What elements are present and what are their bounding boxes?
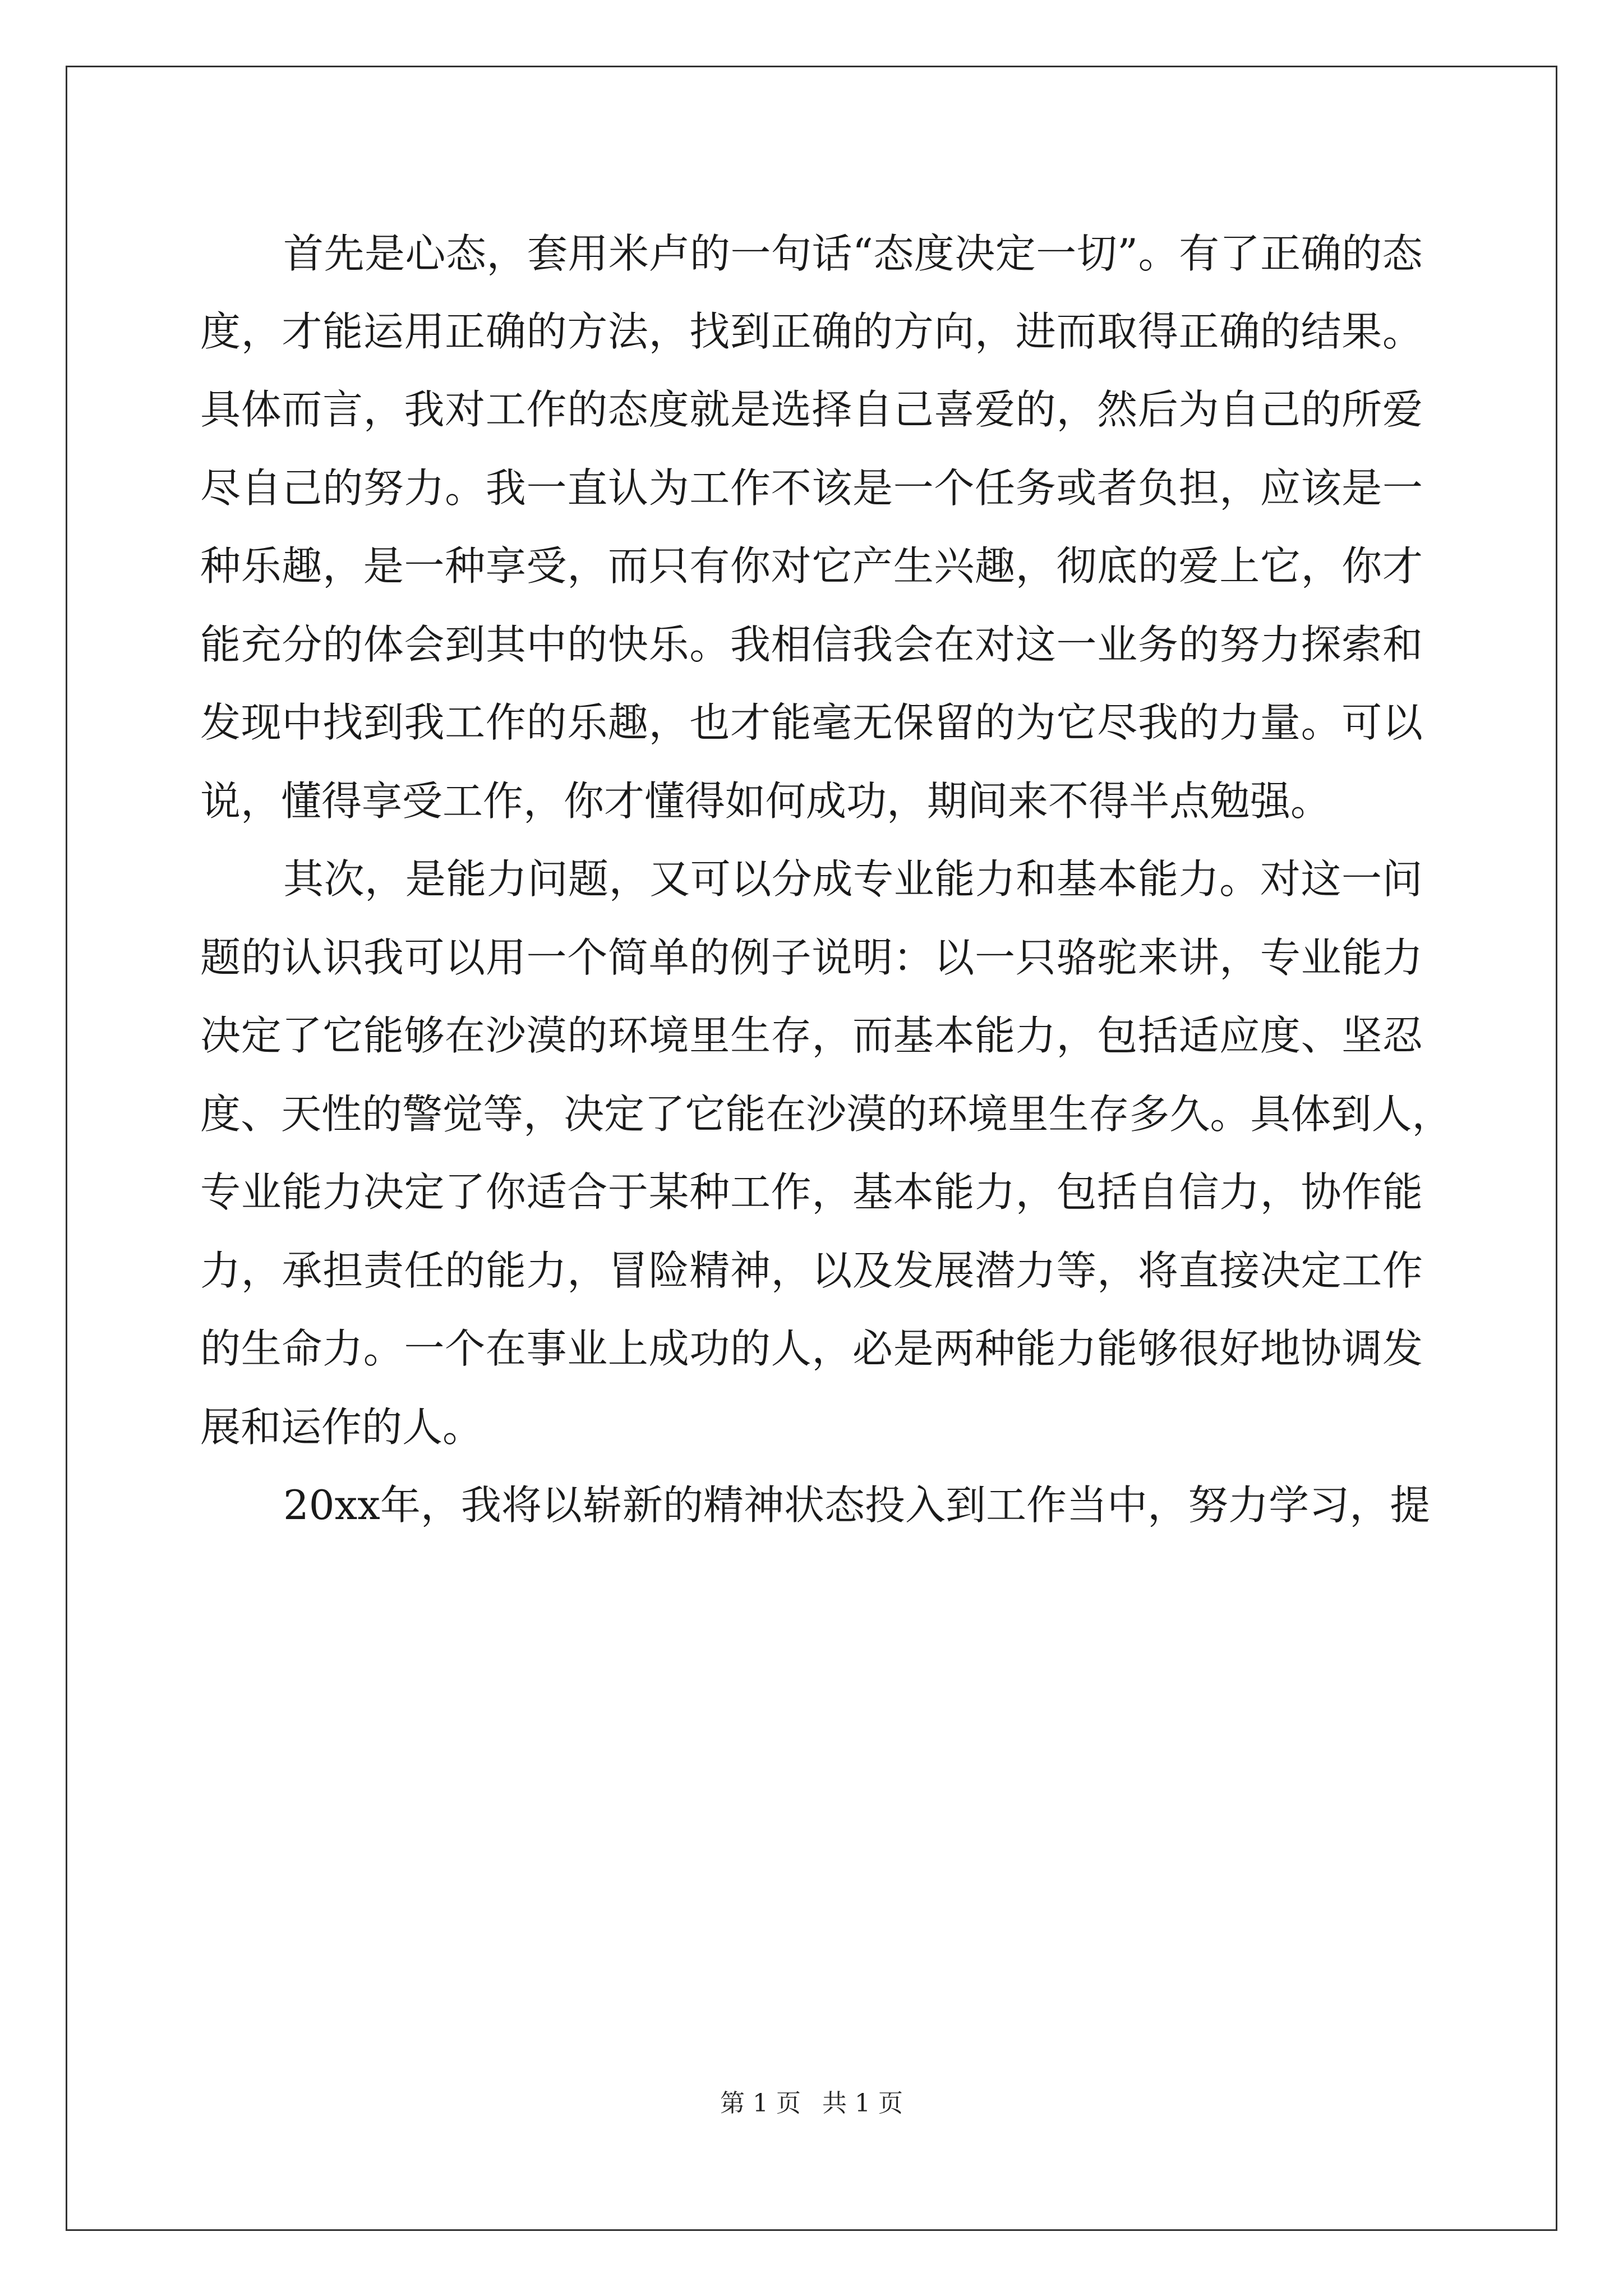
paragraph-1-line-6: 能 充 分 的 体 会 到 其 中 的 快 乐 。 我 相 信 我 会 在 对 这 一 业 务 的 努 力 探 索 和 <box>200 621 1423 668</box>
paragraph-1-line-5: 种 乐 趣 ， 是 一 种 享 受 ， 而 只 有 你 对 它 产 生 兴 趣 ， 彻 底 的 爱 上 它 ， 你 才 <box>200 542 1423 590</box>
paragraph-2-line-7: 的 生 命 力 。 一 个 在 事 业 上 成 功 的 人 ， 必 是 两 种 能 力 能 够 很 好 地 协 调 发 <box>200 1325 1423 1372</box>
page-number-current: 第 1 页 <box>720 2089 801 2118</box>
paragraph-1-line-8: 说，懂得享受工作，你才懂得如何成功，期间来不得半点勉强。 <box>200 777 1331 825</box>
page-footer <box>0 2087 1623 2120</box>
paragraph-2-line-3: 决 定 了 它 能 够 在 沙 漠 的 环 境 里 生 存 ， 而 基 本 能 力 ， 包 括 适 应 度 、 坚 忍 <box>200 1012 1423 1059</box>
paragraph-2-line-4: 度 、 天 性 的 警 觉 等 ， 决 定 了 它 能 在 沙 漠 的 环 境 里 生 存 多 久 。 具 体 到 人 ， <box>200 1091 1453 1138</box>
paragraph-1-line-7: 发 现 中 找 到 我 工 作 的 乐 趣 ， 也 才 能 毫 无 保 留 的 为 它 尽 我 的 力 量 。 可 以 <box>200 699 1423 746</box>
paragraph-2-line-8: 展和运作的人。 <box>200 1404 483 1451</box>
paragraph-2-line-2: 题 的 认 识 我 可 以 用 一 个 简 单 的 例 子 说 明 ： 以 一 只 骆 驼 来 讲 ， 专 业 能 力 <box>200 934 1423 981</box>
page-number-total: 共 1 页 <box>822 2089 903 2118</box>
paragraph-1-line-4: 尽 自 己 的 努 力 。 我 一 直 认 为 工 作 不 该 是 一 个 任 务 或 者 负 担 ， 应 该 是 一 <box>200 464 1423 512</box>
paragraph-1-line-3: 具 体 而 言 ， 我 对 工 作 的 态 度 就 是 选 择 自 己 喜 爱 的 ， 然 后 为 自 己 的 所 爱 <box>200 386 1423 433</box>
paragraph-2-line-5: 专 业 能 力 决 定 了 你 适 合 于 某 种 工 作 ， 基 本 能 力 ， 包 括 自 信 力 ， 协 作 能 <box>200 1168 1423 1216</box>
paragraph-1-line-2: 度 ， 才 能 运 用 正 确 的 方 法 ， 找 到 正 确 的 方 向 ， 进 而 取 得 正 确 的 结 果 。 <box>200 308 1423 355</box>
paragraph-2-line-6: 力 ， 承 担 责 任 的 能 力 ， 冒 险 精 神 ， 以 及 发 展 潜 力 等 ， 将 直 接 决 定 工 作 <box>200 1247 1423 1294</box>
paragraph-1-line-1: 首 先 是 心 态 ， 套 用 米 卢 的 一 句 话 “ 态 度 决 定 一 切 ” 。 有 了 正 确 的 态 <box>283 230 1423 277</box>
paragraph-2-line-1: 其 次 ， 是 能 力 问 题 ， 又 可 以 分 成 专 业 能 力 和 基 本 能 力 。 对 这 一 问 <box>283 855 1423 903</box>
paragraph-3-line-1: 20xx 年 ， 我 将 以 崭 新 的 精 神 状 态 投 入 到 工 作 当 中 ， 努 力 学 习 ， 提 <box>283 1481 1431 1529</box>
